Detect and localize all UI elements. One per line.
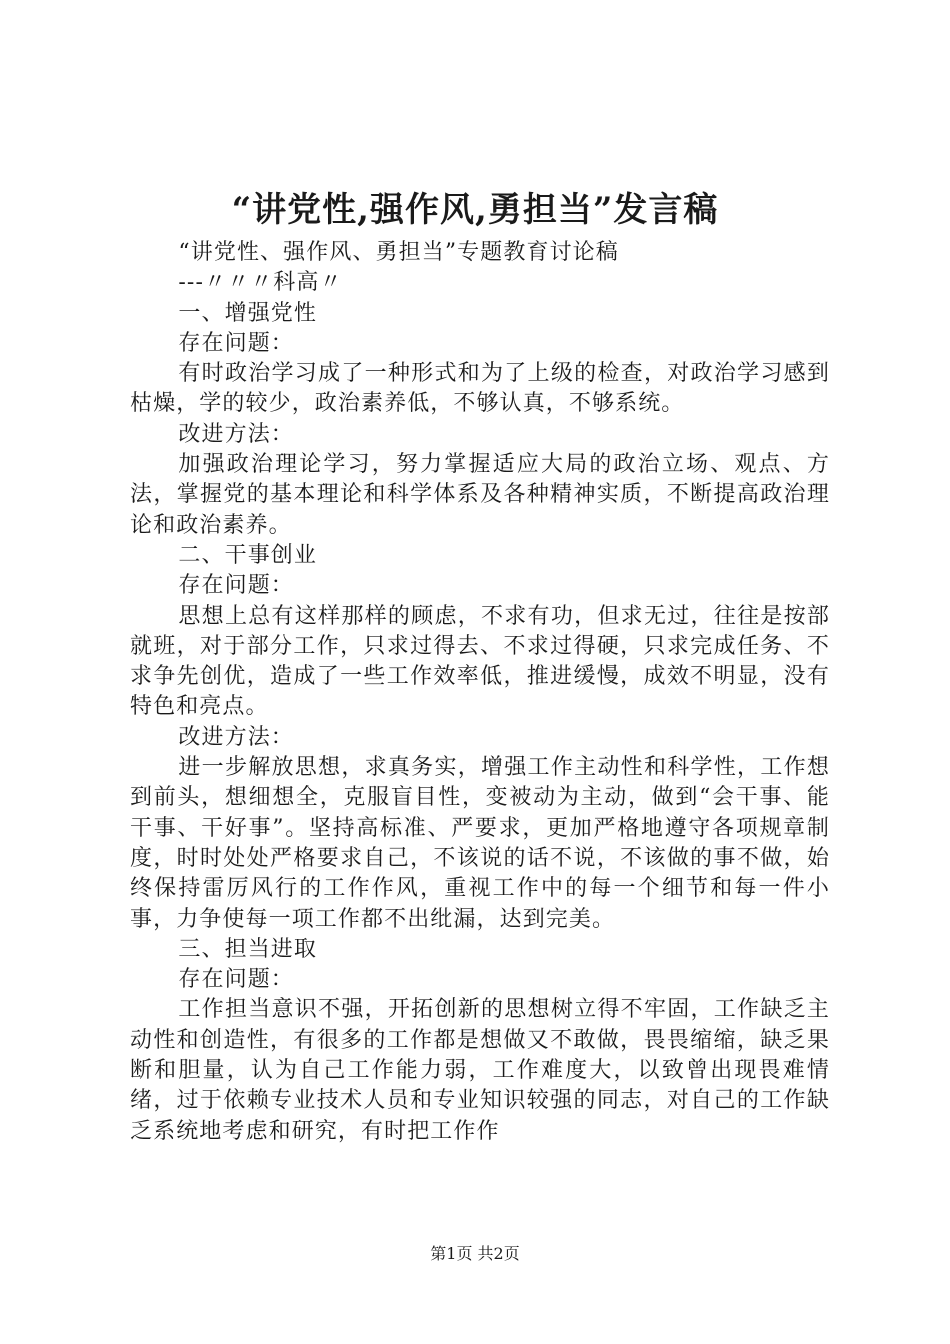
- problem-label-3: 存在问题：: [178, 967, 294, 993]
- document-body: [130, 238, 830, 1147]
- method-paragraph-2: 进一步解放思想，求真务实，增强工作主动性和科学性，工作想到前头，想细想全，克服盲目性，变被动为主动，做到“会干事、能干事、干好事”。坚持高标准、严要求，更加严格地遵守各项规章制度，时时处处严格要求自己，不该说的话不说，不该做的事不做，始终保持雷厉风行的工作作风，重视工作中的每一个细节和每一件小事，力争使每一项工作都不出纰漏，达到完美。: [130, 755, 830, 932]
- author-line: ---〃〃〃科高〃: [178, 270, 343, 296]
- section-heading-1: 一、增强党性: [178, 300, 317, 326]
- document-title: “讲党性,强作风,勇担当”发言稿: [231, 190, 719, 230]
- problem-paragraph-2: 思想上总有这样那样的顾虑，不求有功，但求无过，往往是按部就班，对于部分工作，只求过得去、不求过得硬，只求完成任务、不求争先创优，造成了一些工作效率低，推进缓慢，成效不明显，没有特色和亮点。: [130, 603, 830, 720]
- method-label-2: 改进方法：: [178, 724, 294, 750]
- method-paragraph-1: 加强政治理论学习，努力掌握适应大局的政治立场、观点、方法，掌握党的基本理论和科学体系及各种精神实质，不断提高政治理论和政治素养。: [130, 452, 830, 538]
- problem-label-2: 存在问题：: [178, 573, 294, 599]
- problem-label-1: 存在问题：: [178, 330, 294, 356]
- problem-paragraph-1: 有时政治学习成了一种形式和为了上级的检查，对政治学习感到枯燥，学的较少，政治素养低，不够认真，不够系统。: [130, 361, 830, 417]
- page-number-footer: 第1页 共2页: [430, 1244, 520, 1263]
- problem-paragraph-3: 工作担当意识不强，开拓创新的思想树立得不牢固，工作缺乏主动性和创造性，有很多的工作都是想做又不敢做，畏畏缩缩，缺乏果断和胆量，认为自己工作能力弱，工作难度大，以致曾出现畏难情绪，过于依赖专业技术人员和专业知识较强的同志，对自己的工作缺乏系统地考虑和研究，有时把工作作: [130, 997, 830, 1144]
- section-heading-3: 三、担当进取: [178, 936, 317, 962]
- subtitle-paragraph: “讲党性、强作风、勇担当”专题教育讨论稿: [178, 240, 619, 265]
- section-heading-2: 二、干事创业: [178, 542, 317, 568]
- method-label-1: 改进方法：: [178, 421, 294, 447]
